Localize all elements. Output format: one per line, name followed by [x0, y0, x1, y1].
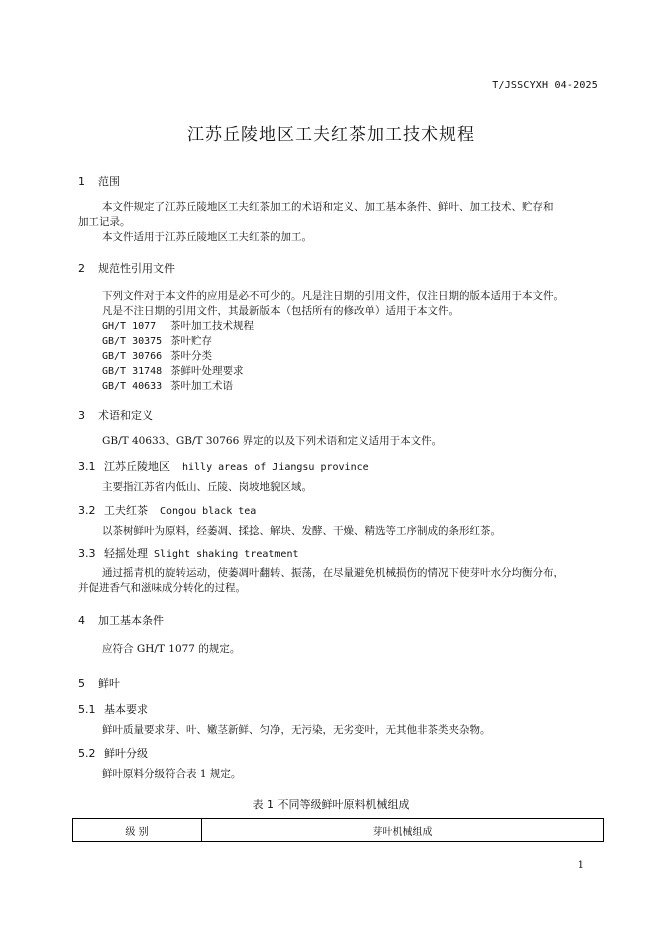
reference-item [102, 379, 233, 394]
s4-paragraph-1: 应符合 GH/T 1077 的规定。 [102, 643, 241, 655]
section-4-heading [78, 612, 164, 628]
term-number: 3.2 [78, 504, 96, 517]
subsection-5-2-heading [78, 745, 148, 761]
term-3-3-heading [78, 545, 299, 561]
section-1-heading [78, 173, 120, 189]
reference-name: 茶叶贮存 [170, 335, 212, 347]
reference-code: GH/T 1077 [102, 321, 157, 332]
term-english: hilly areas of Jiangsu province [182, 462, 369, 473]
term-3-1-definition: 主要指江苏省内低山、丘陵、岗坡地貌区域。 [102, 481, 312, 493]
s2-paragraph-1 [78, 289, 602, 304]
subsection-title: 鲜叶分级 [104, 747, 148, 760]
subsection-5-1-heading [78, 701, 148, 717]
term-english: Congou black tea [160, 506, 257, 517]
reference-name: 茶叶加工术语 [170, 380, 233, 392]
reference-name: 茶叶加工技术规程 [170, 320, 254, 332]
term-number: 3.3 [78, 547, 96, 560]
term-3-3-definition [78, 566, 602, 596]
section-5-heading [78, 675, 120, 691]
reference-item [102, 349, 212, 364]
section-number: 1 [78, 175, 85, 188]
table-header-composition: 芽叶机械组成 [202, 819, 604, 842]
reference-code: GB/T 31748 [102, 366, 163, 377]
section-3-heading [78, 407, 153, 423]
term-3-3-def-line2: 并促进香气和滋味成分转化的过程。 [78, 582, 246, 594]
page-title: 江苏丘陵地区工夫红茶加工技术规程 [187, 125, 475, 145]
s1-p1-line1: 本文件规定了江苏丘陵地区工夫红茶加工的术语和定义、加工基本条件、鲜叶、加工技术、贮存和 [102, 201, 554, 213]
s1-p1-line2: 加工记录。 [78, 216, 131, 228]
section-title: 术语和定义 [98, 409, 153, 422]
section-number: 5 [78, 677, 85, 690]
s3-paragraph-1: GB/T 40633、GB/T 30766 界定的以及下列术语和定义适用于本文件。 [102, 435, 443, 447]
term-3-2-heading [78, 502, 256, 518]
reference-code: GB/T 30375 [102, 336, 163, 347]
term-english: Slight shaking treatment [154, 549, 299, 560]
table-1 [72, 818, 604, 842]
term-chinese: 轻摇处理 [104, 547, 148, 560]
s5-1-paragraph: 鲜叶质量要求芽、叶、嫩茎新鲜、匀净，无污染，无劣变叶，无其他非茶类夹杂物。 [102, 724, 491, 736]
s5-2-paragraph: 鲜叶原料分级符合表 1 规定。 [102, 768, 242, 780]
table-header-grade: 级 别 [73, 819, 202, 842]
table-caption: 表 1 不同等级鲜叶原料机械组成 [252, 798, 410, 811]
reference-name: 茶鲜叶处理要求 [170, 365, 244, 377]
reference-code: GB/T 30766 [102, 351, 163, 362]
term-3-3-def-line1: 通过摇青机的旋转运动，使萎凋叶翻转、振荡，在尽量避免机械损伤的情况下使芽叶水分均衡分布， [102, 567, 564, 579]
s1-paragraph-2 [78, 230, 602, 245]
section-number: 4 [78, 614, 85, 627]
s2-p1-text: 下列文件对于本文件的应用是必不可少的。凡是注日期的引用文件，仅注日期的版本适用于本文件。 [102, 290, 564, 302]
section-2-heading [78, 260, 175, 276]
section-title: 加工基本条件 [98, 614, 164, 627]
subsection-title: 基本要求 [104, 703, 148, 716]
page-number: 1 [577, 860, 584, 871]
reference-item [102, 319, 254, 334]
s1-p2-text: 本文件适用于江苏丘陵地区工夫红茶的加工。 [102, 231, 312, 243]
s1-paragraph-1 [78, 200, 602, 230]
term-3-2-definition: 以茶树鲜叶为原料，经萎凋、揉捻、解块、发酵、干燥、精选等工序制成的条形红茶。 [102, 525, 501, 537]
reference-name: 茶叶分类 [170, 350, 212, 362]
reference-item [102, 364, 244, 379]
section-number: 2 [78, 262, 85, 275]
term-3-1-heading [78, 458, 369, 474]
table-header-row [73, 819, 604, 842]
term-chinese: 江苏丘陵地区 [104, 460, 170, 473]
s2-paragraph-2 [78, 304, 602, 319]
reference-item [102, 334, 212, 349]
section-title: 范围 [98, 175, 120, 188]
subsection-number: 5.1 [78, 703, 96, 716]
s2-p2-text: 凡是不注日期的引用文件，其最新版本（包括所有的修改单）适用于本文件。 [102, 305, 459, 317]
subsection-number: 5.2 [78, 747, 96, 760]
reference-code: GB/T 40633 [102, 381, 163, 392]
term-number: 3.1 [78, 460, 96, 473]
document-code: T/JSSCYXH 04-2025 [492, 80, 598, 91]
section-title: 鲜叶 [98, 677, 120, 690]
section-title: 规范性引用文件 [98, 262, 175, 275]
term-chinese: 工夫红茶 [104, 504, 148, 517]
section-number: 3 [78, 409, 85, 422]
